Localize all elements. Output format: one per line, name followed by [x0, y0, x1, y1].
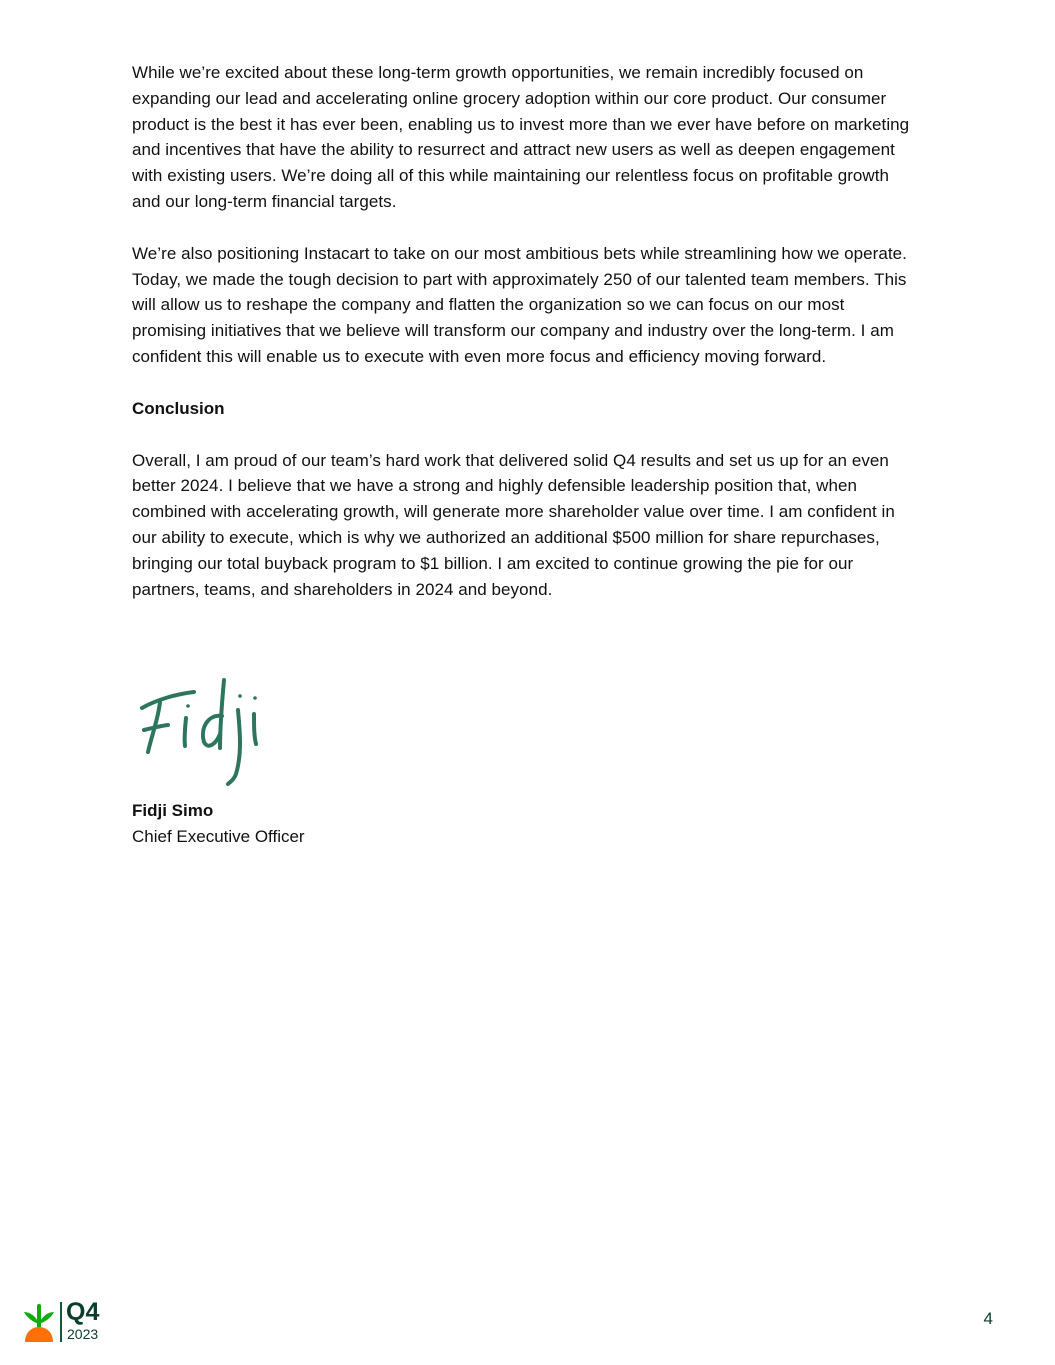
- year-label: 2023: [67, 1326, 99, 1342]
- letter-body: [132, 60, 922, 602]
- conclusion-heading: Conclusion: [132, 398, 225, 418]
- paragraph-restructuring: We’re also positioning Instacart to take on our most ambitious bets while streamlining how we operate. Today, we made the tough decision to part with approximately 250 of our talented team members. This will allow us to reshape the company and flatten the organization so we can focus on our most promising initiatives that we believe will transform our company and industry over the long-term. I am confident this will enable us to execute with even more focus and efficiency moving forward.: [132, 243, 907, 366]
- quarter-label: Q4: [66, 1298, 100, 1326]
- paragraph-conclusion: Overall, I am proud of our team’s hard work that delivered solid Q4 results and set us up for an even better 2024. I believe that we have a strong and highly defensible leadership position that, when combined with accelerating growth, will generate more shareholder value over time. I am confident in our ability to execute, which is why we authorized an additional $500 million for share repurchases, bringing our total buyback program to $1 billion. I am excited to continue growing the pie for our partners, teams, and shareholders in 2024 and beyond.: [132, 450, 895, 599]
- page-number: 4: [983, 1309, 993, 1328]
- signer-name: Fidji Simo: [132, 801, 214, 820]
- paragraph-growth-focus: While we’re excited about these long-term growth opportunities, we remain incredibly focused on expanding our lead and accelerating online grocery adoption within our core product. Our consumer product is the best it has ever been, enabling us to invest more than we ever have before on marketing and incentives that have the ability to resurrect and attract new users as well as deepen engagement with existing users. We’re doing all of this while maintaining our relentless focus on profitable growth and our long-term financial targets.: [132, 63, 910, 211]
- report-logo: [22, 1300, 142, 1348]
- signer-block: [132, 798, 305, 850]
- logo-divider: [60, 1302, 62, 1342]
- carrot-icon: [22, 1302, 58, 1344]
- signer-title: Chief Executive Officer: [132, 826, 305, 846]
- handwritten-signature: [136, 672, 266, 790]
